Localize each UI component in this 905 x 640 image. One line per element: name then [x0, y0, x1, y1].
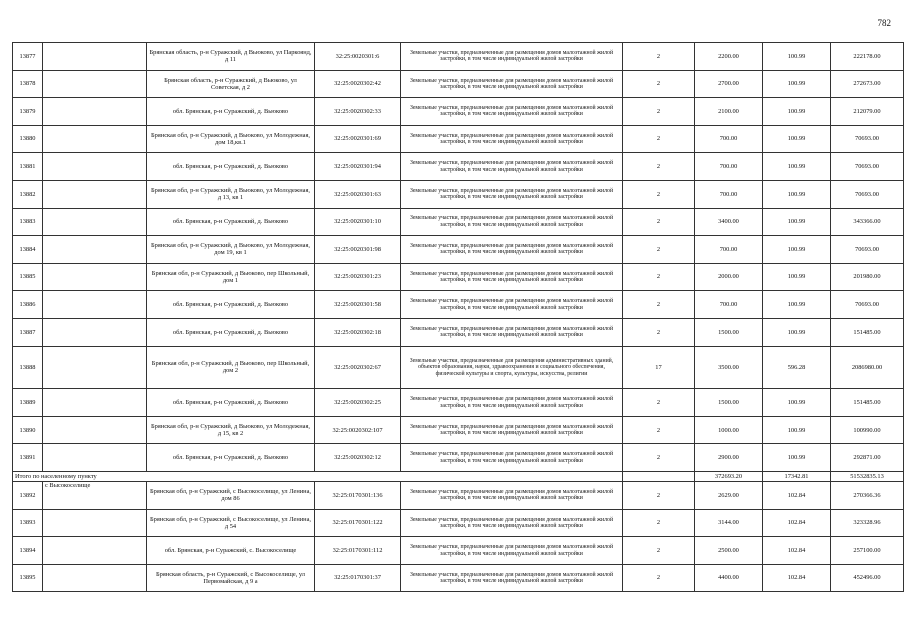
row-number: 13877 — [13, 43, 43, 71]
area-cell: 700.00 — [695, 125, 763, 153]
use-code-cell: 2 — [623, 98, 695, 126]
use-code-cell: 2 — [623, 236, 695, 264]
land-use-cell: Земельные участки, предназначенные для размещения домов малоэтажной жилой застройки, в том числе индивидуальной жилой застройки — [401, 444, 623, 472]
use-code-cell: 2 — [623, 180, 695, 208]
area-cell: 2500.00 — [695, 537, 763, 565]
table-row — [13, 125, 904, 153]
settlement-group-cell — [43, 263, 147, 291]
cadastral-number-cell: 32:25:0170301:136 — [315, 482, 401, 510]
settlement-group-cell — [43, 416, 147, 444]
land-use-cell: Земельные участки, предназначенные для размещения домов малоэтажной жилой застройки, в том числе индивидуальной жилой застройки — [401, 236, 623, 264]
use-code-cell: 2 — [623, 537, 695, 565]
use-code-cell: 2 — [623, 564, 695, 592]
settlement-group-cell — [43, 125, 147, 153]
use-code-cell: 17 — [623, 346, 695, 389]
land-use-cell: Земельные участки, предназначенные для размещения домов малоэтажной жилой застройки, в том числе индивидуальной жилой застройки — [401, 509, 623, 537]
area-cell: 3400.00 — [695, 208, 763, 236]
cadastral-number-cell: 32:25:0020302:67 — [315, 346, 401, 389]
use-code-cell: 2 — [623, 125, 695, 153]
address-cell: Брянская обл, р-н Суражский, д Вьюково, ул Молодежная, дом 18,кв.1 — [147, 125, 315, 153]
cadastral-value-cell: 292871.00 — [831, 444, 904, 472]
cadastral-value-cell: 270366.36 — [831, 482, 904, 510]
row-number: 13894 — [13, 537, 43, 565]
rate-cell: 100.99 — [763, 389, 831, 417]
cadastral-value-cell: 343366.00 — [831, 208, 904, 236]
table-row — [13, 482, 904, 510]
cadastral-value-cell: 151485.00 — [831, 318, 904, 346]
area-cell: 2200.00 — [695, 43, 763, 71]
use-code-cell: 2 — [623, 153, 695, 181]
row-number: 13886 — [13, 291, 43, 319]
table-row — [13, 43, 904, 71]
address-cell: Брянская обл, р-н Суражский, с Высокоселище, ул Ленина, д 54 — [147, 509, 315, 537]
area-cell: 2000.00 — [695, 263, 763, 291]
cadastral-number-cell: 32:25:0020302:42 — [315, 70, 401, 98]
address-cell: Брянская обл, р-н Суражский, д Вьюково, пер Школьный, дом 2 — [147, 346, 315, 389]
cadastral-number-cell: 32:25:0020301:58 — [315, 291, 401, 319]
cadastral-number-cell: 32:25:0020301:69 — [315, 125, 401, 153]
address-cell: обл. Брянская, р-н Суражский, д. Вьюково — [147, 444, 315, 472]
area-cell: 4400.00 — [695, 564, 763, 592]
cadastral-value-cell: 257100.00 — [831, 537, 904, 565]
area-cell: 1500.00 — [695, 318, 763, 346]
address-cell: обл. Брянская, р-н Суражский, д. Вьюково — [147, 98, 315, 126]
address-cell: Брянская область, р-н Суражский, с Высокоселище, ул Первомайская, д 9 а — [147, 564, 315, 592]
total-rate: 17342.81 — [763, 472, 831, 482]
use-code-cell: 2 — [623, 389, 695, 417]
total-label: Итого по населенному пункту — [13, 472, 623, 482]
rate-cell: 100.99 — [763, 291, 831, 319]
table-row — [13, 564, 904, 592]
cadastral-value-cell: 70693.00 — [831, 180, 904, 208]
cadastral-number-cell: 32:25:0170301:37 — [315, 564, 401, 592]
cadastral-value-cell: 100990.00 — [831, 416, 904, 444]
address-cell: Брянская область, р-н Суражский, д Вьюково, ул Советская, д 2 — [147, 70, 315, 98]
cadastral-value-cell: 452496.00 — [831, 564, 904, 592]
land-use-cell: Земельные участки, предназначенные для размещения домов малоэтажной жилой застройки, в том числе индивидуальной жилой застройки — [401, 153, 623, 181]
area-cell: 2700.00 — [695, 70, 763, 98]
address-cell: обл. Брянская, р-н Суражский, с. Высокоселище — [147, 537, 315, 565]
cadastral-number-cell: 32:25:0170301:122 — [315, 509, 401, 537]
settlement-group-cell — [43, 208, 147, 236]
use-code-cell: 2 — [623, 318, 695, 346]
settlement-group-cell — [43, 346, 147, 389]
land-use-cell: Земельные участки, предназначенные для размещения домов малоэтажной жилой застройки, в том числе индивидуальной жилой застройки — [401, 416, 623, 444]
address-cell: Брянская обл, р-н Суражский, д Вьюково, ул Молодежная, д 13, кв 1 — [147, 180, 315, 208]
area-cell: 700.00 — [695, 153, 763, 181]
total-section — [13, 472, 904, 482]
table-row — [13, 389, 904, 417]
row-number: 13884 — [13, 236, 43, 264]
land-use-cell: Земельные участки, предназначенные для размещения домов малоэтажной жилой застройки, в том числе индивидуальной жилой застройки — [401, 291, 623, 319]
rate-cell: 102.84 — [763, 509, 831, 537]
table-row — [13, 346, 904, 389]
row-number: 13895 — [13, 564, 43, 592]
row-number: 13880 — [13, 125, 43, 153]
page-number: 782 — [877, 18, 891, 28]
cadastral-number-cell: 32:25:0020302:18 — [315, 318, 401, 346]
row-number: 13890 — [13, 416, 43, 444]
rate-cell: 102.84 — [763, 482, 831, 510]
rate-cell: 102.84 — [763, 564, 831, 592]
address-cell: Брянская обл, р-н Суражский, д Вьюково, пер Школьный, дом 1 — [147, 263, 315, 291]
rate-cell: 100.99 — [763, 98, 831, 126]
cadastral-value-cell: 2086980.00 — [831, 346, 904, 389]
rate-cell: 100.99 — [763, 153, 831, 181]
cadastral-value-cell: 151485.00 — [831, 389, 904, 417]
address-cell: Брянская обл, р-н Суражский, д Вьюково, ул Молодежная, д 15, кв 2 — [147, 416, 315, 444]
rate-cell: 100.99 — [763, 263, 831, 291]
row-number: 13891 — [13, 444, 43, 472]
table-body-vyukovo — [13, 43, 904, 472]
address-cell: обл. Брянская, р-н Суражский, д. Вьюково — [147, 318, 315, 346]
rate-cell: 100.99 — [763, 208, 831, 236]
row-number: 13889 — [13, 389, 43, 417]
rate-cell: 100.99 — [763, 416, 831, 444]
cadastral-value-cell: 222178.00 — [831, 43, 904, 71]
cadastral-number-cell: 32:25:0020301:98 — [315, 236, 401, 264]
cadastral-value-cell: 70693.00 — [831, 291, 904, 319]
cadastral-value-cell: 323328.96 — [831, 509, 904, 537]
land-use-cell: Земельные участки, предназначенные для размещения домов малоэтажной жилой застройки, в том числе индивидуальной жилой застройки — [401, 537, 623, 565]
cadastral-number-cell: 32:25:0020301:10 — [315, 208, 401, 236]
address-cell: обл. Брянская, р-н Суражский, д. Вьюково — [147, 208, 315, 236]
land-use-cell: Земельные участки, предназначенные для размещения административных зданий, объектов образования, науки, здравоохранения и социального обеспечения, физической культуры и спорта, культуры, искусства, религии — [401, 346, 623, 389]
cadastral-number-cell: 32:25:0020302:25 — [315, 389, 401, 417]
total-row — [13, 472, 904, 482]
settlement-group-cell — [43, 389, 147, 417]
row-number: 13885 — [13, 263, 43, 291]
row-number: 13883 — [13, 208, 43, 236]
row-number: 13892 — [13, 482, 43, 510]
settlement-group-cell — [43, 291, 147, 319]
area-cell: 2900.00 — [695, 444, 763, 472]
row-number: 13879 — [13, 98, 43, 126]
table-body-vysokoselishche — [13, 482, 904, 592]
cadastral-number-cell: 32:25:0020302:107 — [315, 416, 401, 444]
rate-cell: 100.99 — [763, 318, 831, 346]
table-row — [13, 416, 904, 444]
rate-cell: 100.99 — [763, 236, 831, 264]
use-code-cell: 2 — [623, 70, 695, 98]
total-empty-cell — [623, 472, 695, 482]
settlement-group-cell — [43, 43, 147, 71]
use-code-cell: 2 — [623, 291, 695, 319]
cadastral-value-cell: 70693.00 — [831, 125, 904, 153]
address-cell: обл. Брянская, р-н Суражский, д. Вьюково — [147, 389, 315, 417]
table-row — [13, 263, 904, 291]
table-row — [13, 98, 904, 126]
land-registry-table — [12, 42, 904, 592]
table-row — [13, 236, 904, 264]
cadastral-number-cell: 32:25:0020301:23 — [315, 263, 401, 291]
use-code-cell: 2 — [623, 444, 695, 472]
table-row — [13, 291, 904, 319]
settlement-group-cell — [43, 236, 147, 264]
rate-cell: 596.28 — [763, 346, 831, 389]
area-cell: 2629.00 — [695, 482, 763, 510]
settlement-group-cell — [43, 564, 147, 592]
area-cell: 2100.00 — [695, 98, 763, 126]
table-row — [13, 180, 904, 208]
table-row — [13, 537, 904, 565]
cadastral-number-cell: 32:25:0020301:6 — [315, 43, 401, 71]
address-cell: обл. Брянская, р-н Суражский, д. Вьюково — [147, 153, 315, 181]
land-use-cell: Земельные участки, предназначенные для размещения домов малоэтажной жилой застройки, в том числе индивидуальной жилой застройки — [401, 318, 623, 346]
settlement-group-cell — [43, 318, 147, 346]
land-use-cell: Земельные участки, предназначенные для размещения домов малоэтажной жилой застройки, в том числе индивидуальной жилой застройки — [401, 98, 623, 126]
land-use-cell: Земельные участки, предназначенные для размещения домов малоэтажной жилой застройки, в том числе индивидуальной жилой застройки — [401, 482, 623, 510]
land-use-cell: Земельные участки, предназначенные для размещения домов малоэтажной жилой застройки, в том числе индивидуальной жилой застройки — [401, 564, 623, 592]
rate-cell: 100.99 — [763, 43, 831, 71]
total-value: 51532835.13 — [831, 472, 904, 482]
cadastral-value-cell: 212079.00 — [831, 98, 904, 126]
table-row — [13, 70, 904, 98]
cadastral-value-cell: 70693.00 — [831, 153, 904, 181]
area-cell: 3500.00 — [695, 346, 763, 389]
area-cell: 700.00 — [695, 291, 763, 319]
address-cell: Брянская область, р-н Суражский, д Вьюково, ул Паркоянд, д 11 — [147, 43, 315, 71]
use-code-cell: 2 — [623, 509, 695, 537]
settlement-group-label: с Высокоселище — [43, 482, 147, 510]
settlement-group-cell — [43, 98, 147, 126]
row-number: 13888 — [13, 346, 43, 389]
settlement-group-cell — [43, 180, 147, 208]
table-row — [13, 153, 904, 181]
cadastral-number-cell: 32:25:0020302:12 — [315, 444, 401, 472]
cadastral-number-cell: 32:25:0020301:94 — [315, 153, 401, 181]
land-use-cell: Земельные участки, предназначенные для размещения домов малоэтажной жилой застройки, в том числе индивидуальной жилой застройки — [401, 263, 623, 291]
row-number: 13882 — [13, 180, 43, 208]
address-cell: обл. Брянская, р-н Суражский, д. Вьюково — [147, 291, 315, 319]
area-cell: 1500.00 — [695, 389, 763, 417]
cadastral-number-cell: 32:25:0020302:33 — [315, 98, 401, 126]
settlement-group-cell — [43, 509, 147, 537]
use-code-cell: 2 — [623, 416, 695, 444]
area-cell: 1000.00 — [695, 416, 763, 444]
area-cell: 700.00 — [695, 236, 763, 264]
address-cell: Брянская обл, р-н Суражский, с Высокоселище, ул Ленина, дом 86 — [147, 482, 315, 510]
cadastral-number-cell: 32:25:0170301:112 — [315, 537, 401, 565]
land-use-cell: Земельные участки, предназначенные для размещения домов малоэтажной жилой застройки, в том числе индивидуальной жилой застройки — [401, 389, 623, 417]
land-use-cell: Земельные участки, предназначенные для размещения домов малоэтажной жилой застройки, в том числе индивидуальной жилой застройки — [401, 43, 623, 71]
area-cell: 700.00 — [695, 180, 763, 208]
land-use-cell: Земельные участки, предназначенные для размещения домов малоэтажной жилой застройки, в том числе индивидуальной жилой застройки — [401, 125, 623, 153]
rate-cell: 100.99 — [763, 125, 831, 153]
total-area: 372693.20 — [695, 472, 763, 482]
settlement-group-cell — [43, 153, 147, 181]
use-code-cell: 2 — [623, 263, 695, 291]
table-row — [13, 318, 904, 346]
use-code-cell: 2 — [623, 43, 695, 71]
rate-cell: 100.99 — [763, 444, 831, 472]
row-number: 13887 — [13, 318, 43, 346]
settlement-group-cell — [43, 537, 147, 565]
land-use-cell: Земельные участки, предназначенные для размещения домов малоэтажной жилой застройки, в том числе индивидуальной жилой застройки — [401, 208, 623, 236]
row-number: 13893 — [13, 509, 43, 537]
land-use-cell: Земельные участки, предназначенные для размещения домов малоэтажной жилой застройки, в том числе индивидуальной жилой застройки — [401, 70, 623, 98]
rate-cell: 100.99 — [763, 70, 831, 98]
rate-cell: 102.84 — [763, 537, 831, 565]
cadastral-value-cell: 272673.00 — [831, 70, 904, 98]
land-use-cell: Земельные участки, предназначенные для размещения домов малоэтажной жилой застройки, в том числе индивидуальной жилой застройки — [401, 180, 623, 208]
cadastral-value-cell: 70693.00 — [831, 236, 904, 264]
table-row — [13, 509, 904, 537]
settlement-group-cell — [43, 444, 147, 472]
area-cell: 3144.00 — [695, 509, 763, 537]
cadastral-value-cell: 201980.00 — [831, 263, 904, 291]
settlement-group-cell — [43, 70, 147, 98]
cadastral-number-cell: 32:25:0020301:63 — [315, 180, 401, 208]
row-number: 13881 — [13, 153, 43, 181]
use-code-cell: 2 — [623, 482, 695, 510]
use-code-cell: 2 — [623, 208, 695, 236]
row-number: 13878 — [13, 70, 43, 98]
address-cell: Брянская обл, р-н Суражский, д Вьюково, ул Молодежная, дом 19, кв 1 — [147, 236, 315, 264]
rate-cell: 100.99 — [763, 180, 831, 208]
table-row — [13, 444, 904, 472]
table-row — [13, 208, 904, 236]
